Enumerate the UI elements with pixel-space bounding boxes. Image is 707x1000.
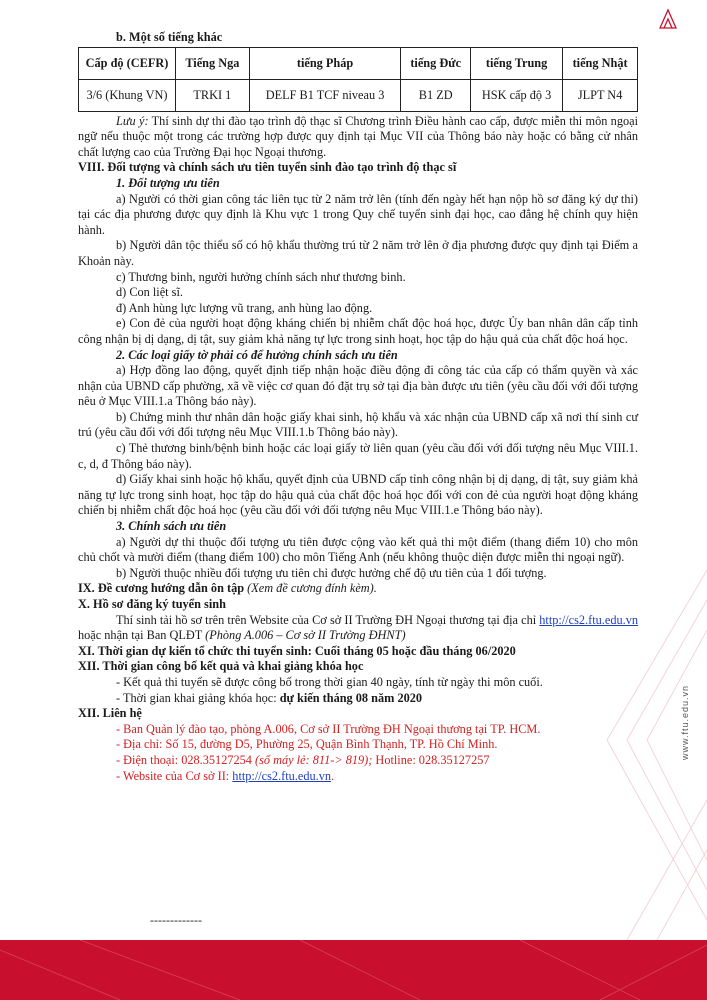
table-cell: DELF B1 TCF niveau 3 xyxy=(249,79,401,111)
section-12-title: XII. Thời gian công bố kết quả và khai giảng khóa học xyxy=(78,659,364,674)
table-row xyxy=(79,79,638,111)
paragraph: b) Người dân tộc thiểu số có hộ khẩu thường trú từ 2 năm trở lên ở địa phương được quy định tại Điểm a Khoản này. xyxy=(78,238,638,268)
section-8-2-title: 2. Các loại giấy tờ phải có để hưởng chính sách ưu tiên xyxy=(116,347,398,362)
list-item xyxy=(78,691,638,707)
website-link[interactable]: http://cs2.ftu.edu.vn xyxy=(232,768,332,783)
section-9-note: (Xem đề cương đính kèm). xyxy=(247,581,377,596)
note-paragraph xyxy=(78,114,638,161)
section-10-title: X. Hồ sơ đăng ký tuyển sinh xyxy=(78,597,226,611)
contact-line: - Ban Quản lý đào tạo, phòng A.006, Cơ sở II Trường ĐH Ngoại thương tại TP. HCM. xyxy=(116,721,541,736)
note-label: Lưu ý: xyxy=(116,113,149,128)
document-body xyxy=(78,30,638,784)
paragraph: a) Người dự thi thuộc đối tượng ưu tiên được cộng vào kết quả thi một điểm (thang điểm 10) cho môn chủ chốt và mười điểm (thang điểm 100) cho môn Tiếng Anh (nếu không thuộc diện được miễn thi ngoại ngữ). xyxy=(78,534,638,565)
table-cell: JLPT N4 xyxy=(563,79,638,111)
note-text: Thí sinh dự thi đào tạo trình độ thạc sĩ Chương trình Điều hành cao cấp, được miễn thi môn ngoại ngữ nếu thuộc một trong các trường hợp được quy định tại Mục VII của Thông báo này hoặc có bằng cử nhân chất lượng cao của Trường Đại học Ngoại thương. xyxy=(78,113,639,159)
paragraph: c) Thẻ thương binh/bệnh binh hoặc các loại giấy tờ liên quan (yêu cầu đối với đối tượng nêu Mục VIII.1. c, d, đ Thông báo này). xyxy=(78,441,638,471)
table-cell: HSK cấp độ 3 xyxy=(471,79,563,111)
contact-line xyxy=(78,769,638,785)
paragraph: b) Chứng minh thư nhân dân hoặc giấy khai sinh, hộ khẩu và xác nhận của UBND cấp xã nơi thí sinh cư trú (yêu cầu đối với đối tượng nêu Mục VIII.1.b Thông báo này). xyxy=(78,409,638,440)
contact-title: XII. Liên hệ xyxy=(78,706,142,721)
side-url: www.ftu.edu.vn xyxy=(680,684,690,760)
table-header: tiếng Pháp xyxy=(249,47,401,79)
text: Hotline: 028.35127257 xyxy=(372,752,490,767)
table-header: tiếng Nhật xyxy=(563,47,638,79)
website-link[interactable]: http://cs2.ftu.edu.vn xyxy=(539,612,638,627)
table-cell: B1 ZD xyxy=(401,79,471,111)
separator: ------------- xyxy=(150,913,202,927)
footer-bar xyxy=(0,940,707,1000)
paragraph: e) Con đẻ của người hoạt động kháng chiến bị nhiễm chất độc hoá học, được Ủy ban nhân dân cấp tỉnh công nhận bị dị dạng, dị tật, suy giảm khả năng tự lực trong sinh hoạt, học tập do hậu quả của chất độc hoá học. xyxy=(78,316,638,346)
table-cell: 3/6 (Khung VN) xyxy=(79,79,176,111)
section-8-3-title: 3. Chính sách ưu tiên xyxy=(116,519,227,534)
language-table xyxy=(78,47,638,112)
table-cell: TRKI 1 xyxy=(176,79,250,111)
table-header: tiếng Đức xyxy=(401,47,471,79)
section-11-title: XI. Thời gian dự kiến tổ chức thi tuyển sinh: Cuối tháng 05 hoặc đầu tháng 06/2020 xyxy=(78,643,516,658)
text: - Thời gian khai giảng khóa học: xyxy=(116,690,280,705)
paragraph: b) Người thuộc nhiều đối tượng ưu tiên chỉ được hưởng chế độ ưu tiên của 1 đối tượng. xyxy=(116,565,547,580)
table-header-row xyxy=(79,47,638,79)
text: Thí sinh tải hồ sơ trên trên Website của Cơ sở II Trường ĐH Ngoại thương tại địa chỉ xyxy=(116,612,540,627)
section-8-title: VIII. Đối tượng và chính sách ưu tiên tuyển sinh đào tạo trình độ thạc sĩ xyxy=(78,160,457,175)
paragraph: a) Người có thời gian công tác liên tục từ 2 năm trở lên (tính đến ngày hết hạn nộp hồ sơ đăng ký dự thi) tại các địa phương được quy định là Khu vực 1 trong Quy chế tuyển sinh đại học, cao đẳng hệ chính quy hiện hành. xyxy=(78,191,638,237)
table-header: Cấp độ (CEFR) xyxy=(79,47,176,79)
text: - Điện thoại: 028.35127254 xyxy=(116,752,256,767)
footer-pattern-icon xyxy=(0,940,707,1000)
text: - Website của Cơ sở II: xyxy=(116,768,233,783)
logo-icon xyxy=(657,8,679,30)
section-8-1-title: 1. Đối tượng ưu tiên xyxy=(116,175,220,190)
paragraph: a) Hợp đồng lao động, quyết định tiếp nhận hoặc điều động đi công tác của cấp có thẩm quyền và xác nhận của UBND cấp phường, xã về việc cơ quan đó đặt trụ sở tại địa bàn được ưu tiên (yêu cầu đối với đối tượng nêu ở Mục VIII.1.a Thông báo này). xyxy=(78,363,638,409)
table-header: Tiếng Nga xyxy=(176,47,250,79)
contact-line: - Địa chỉ: Số 15, đường D5, Phường 25, Quận Bình Thạnh, TP. Hồ Chí Minh. xyxy=(116,737,498,752)
text: . xyxy=(331,768,335,783)
section-10-text xyxy=(78,613,638,644)
section-b-title: b. Một số tiếng khác xyxy=(116,30,223,44)
table-header: tiếng Trung xyxy=(471,47,563,79)
paragraph: c) Thương binh, người hưởng chính sách như thương binh. xyxy=(116,269,406,284)
section-9 xyxy=(78,581,638,597)
paragraph: d) Giấy khai sinh hoặc hộ khẩu, quyết định của UBND cấp tỉnh công nhận bị dị dạng, dị tật, suy giảm khả năng tự lực trong sinh hoạt, học tập do hậu quả của chất độc hoá học đối với con đẻ của người hoạt động kháng chiến bị nhiễm chất độc hoá học (yêu cầu đối với đối tượng nêu Mục VIII.1.e Thông báo này). xyxy=(78,472,638,518)
section-9-title: IX. Đề cương hướng dẫn ôn tập xyxy=(78,581,248,596)
text: (số máy lẻ: 811-> 819); xyxy=(255,752,373,767)
contact-line xyxy=(78,753,638,769)
paragraph: d) Con liệt sĩ. xyxy=(116,285,183,300)
list-item: - Kết quả thi tuyển sẽ được công bố trong thời gian 40 ngày, tính từ ngày thi môn cuối. xyxy=(116,674,543,689)
text: hoặc nhận tại Ban QLĐT xyxy=(78,628,206,643)
text: dự kiến tháng 08 năm 2020 xyxy=(279,690,423,705)
text: (Phòng A.006 – Cơ sở II Trường ĐHNT) xyxy=(205,628,406,643)
paragraph: đ) Anh hùng lực lượng vũ trang, anh hùng lao động. xyxy=(116,300,373,315)
